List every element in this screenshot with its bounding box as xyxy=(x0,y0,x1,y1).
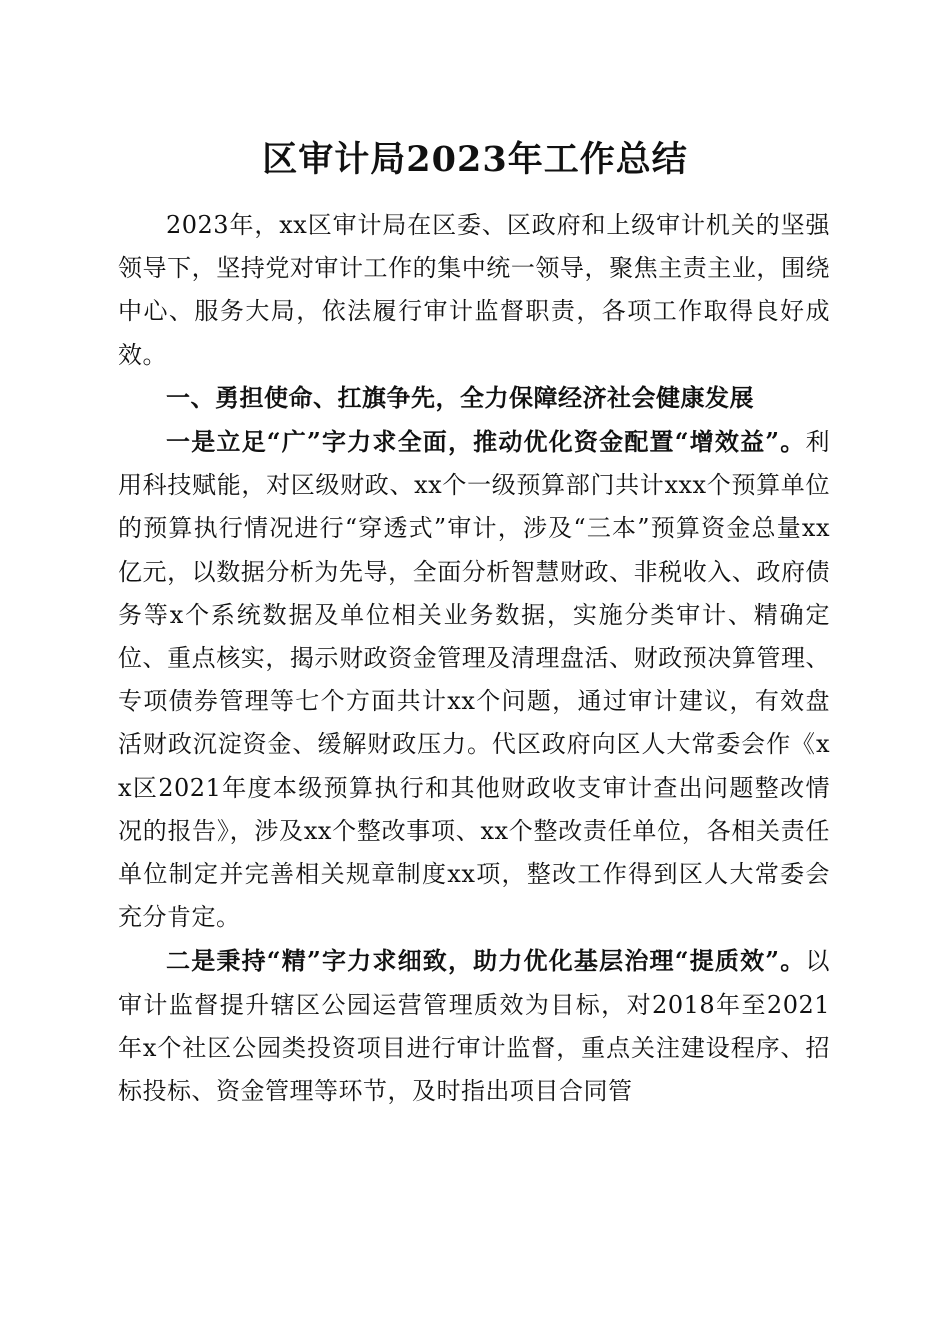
document-body xyxy=(118,204,830,1113)
paragraph-item-1 xyxy=(118,420,830,939)
section-heading: 一、勇担使命、扛旗争先，全力保障经济社会健康发展 xyxy=(166,383,754,412)
item-1-lead: 一是立足“广”字力求全面，推动优化资金配置“增效益”。 xyxy=(166,427,806,457)
item-2-text: 以审计监督提升辖区公园运营管理质效为目标，对2018年至2021年x个社区公园类投资项目进行审计监督，重点关注建设程序、招标投标、资金管理等环节，及时指出项目合同管 xyxy=(118,947,830,1106)
item-2-lead: 二是秉持“精”字力求细致，助力优化基层治理“提质效”。 xyxy=(166,946,806,976)
intro-paragraph: 2023年，xx区审计局在区委、区政府和上级审计机关的坚强领导下，坚持党对审计工作的集中统一领导，聚焦主责主业，围绕中心、服务大局，依法履行审计监督职责，各项工作取得良好成效。 xyxy=(118,211,830,369)
item-1-text: 利用科技赋能，对区级财政、xx个一级预算部门共计xxx个预算单位的预算执行情况进行“穿透式”审计，涉及“三本”预算资金总量xx亿元，以数据分析为先导，全面分析智慧财政、非税收入、政府债务等x个系统数据及单位相关业务数据，实施分类审计、精确定位、重点核实，揭示财政资金管理及清理盘活、财政预决算管理、专项债券管理等七个方面共计xx个问题，通过审计建议，有效盘活财政沉淀资金、缓解财政压力。代区政府向区人大常委会作《xx区2021年度本级预算执行和其他财政收支审计查出问题整改情况的报告》，涉及xx个整改事项、xx个整改责任单位，各相关责任单位制定并完善相关规章制度xx项，整改工作得到区人大常委会充分肯定。 xyxy=(118,428,830,932)
paragraph-item-2 xyxy=(118,939,830,1113)
document-title: 区审计局2023年工作总结 xyxy=(262,139,688,180)
